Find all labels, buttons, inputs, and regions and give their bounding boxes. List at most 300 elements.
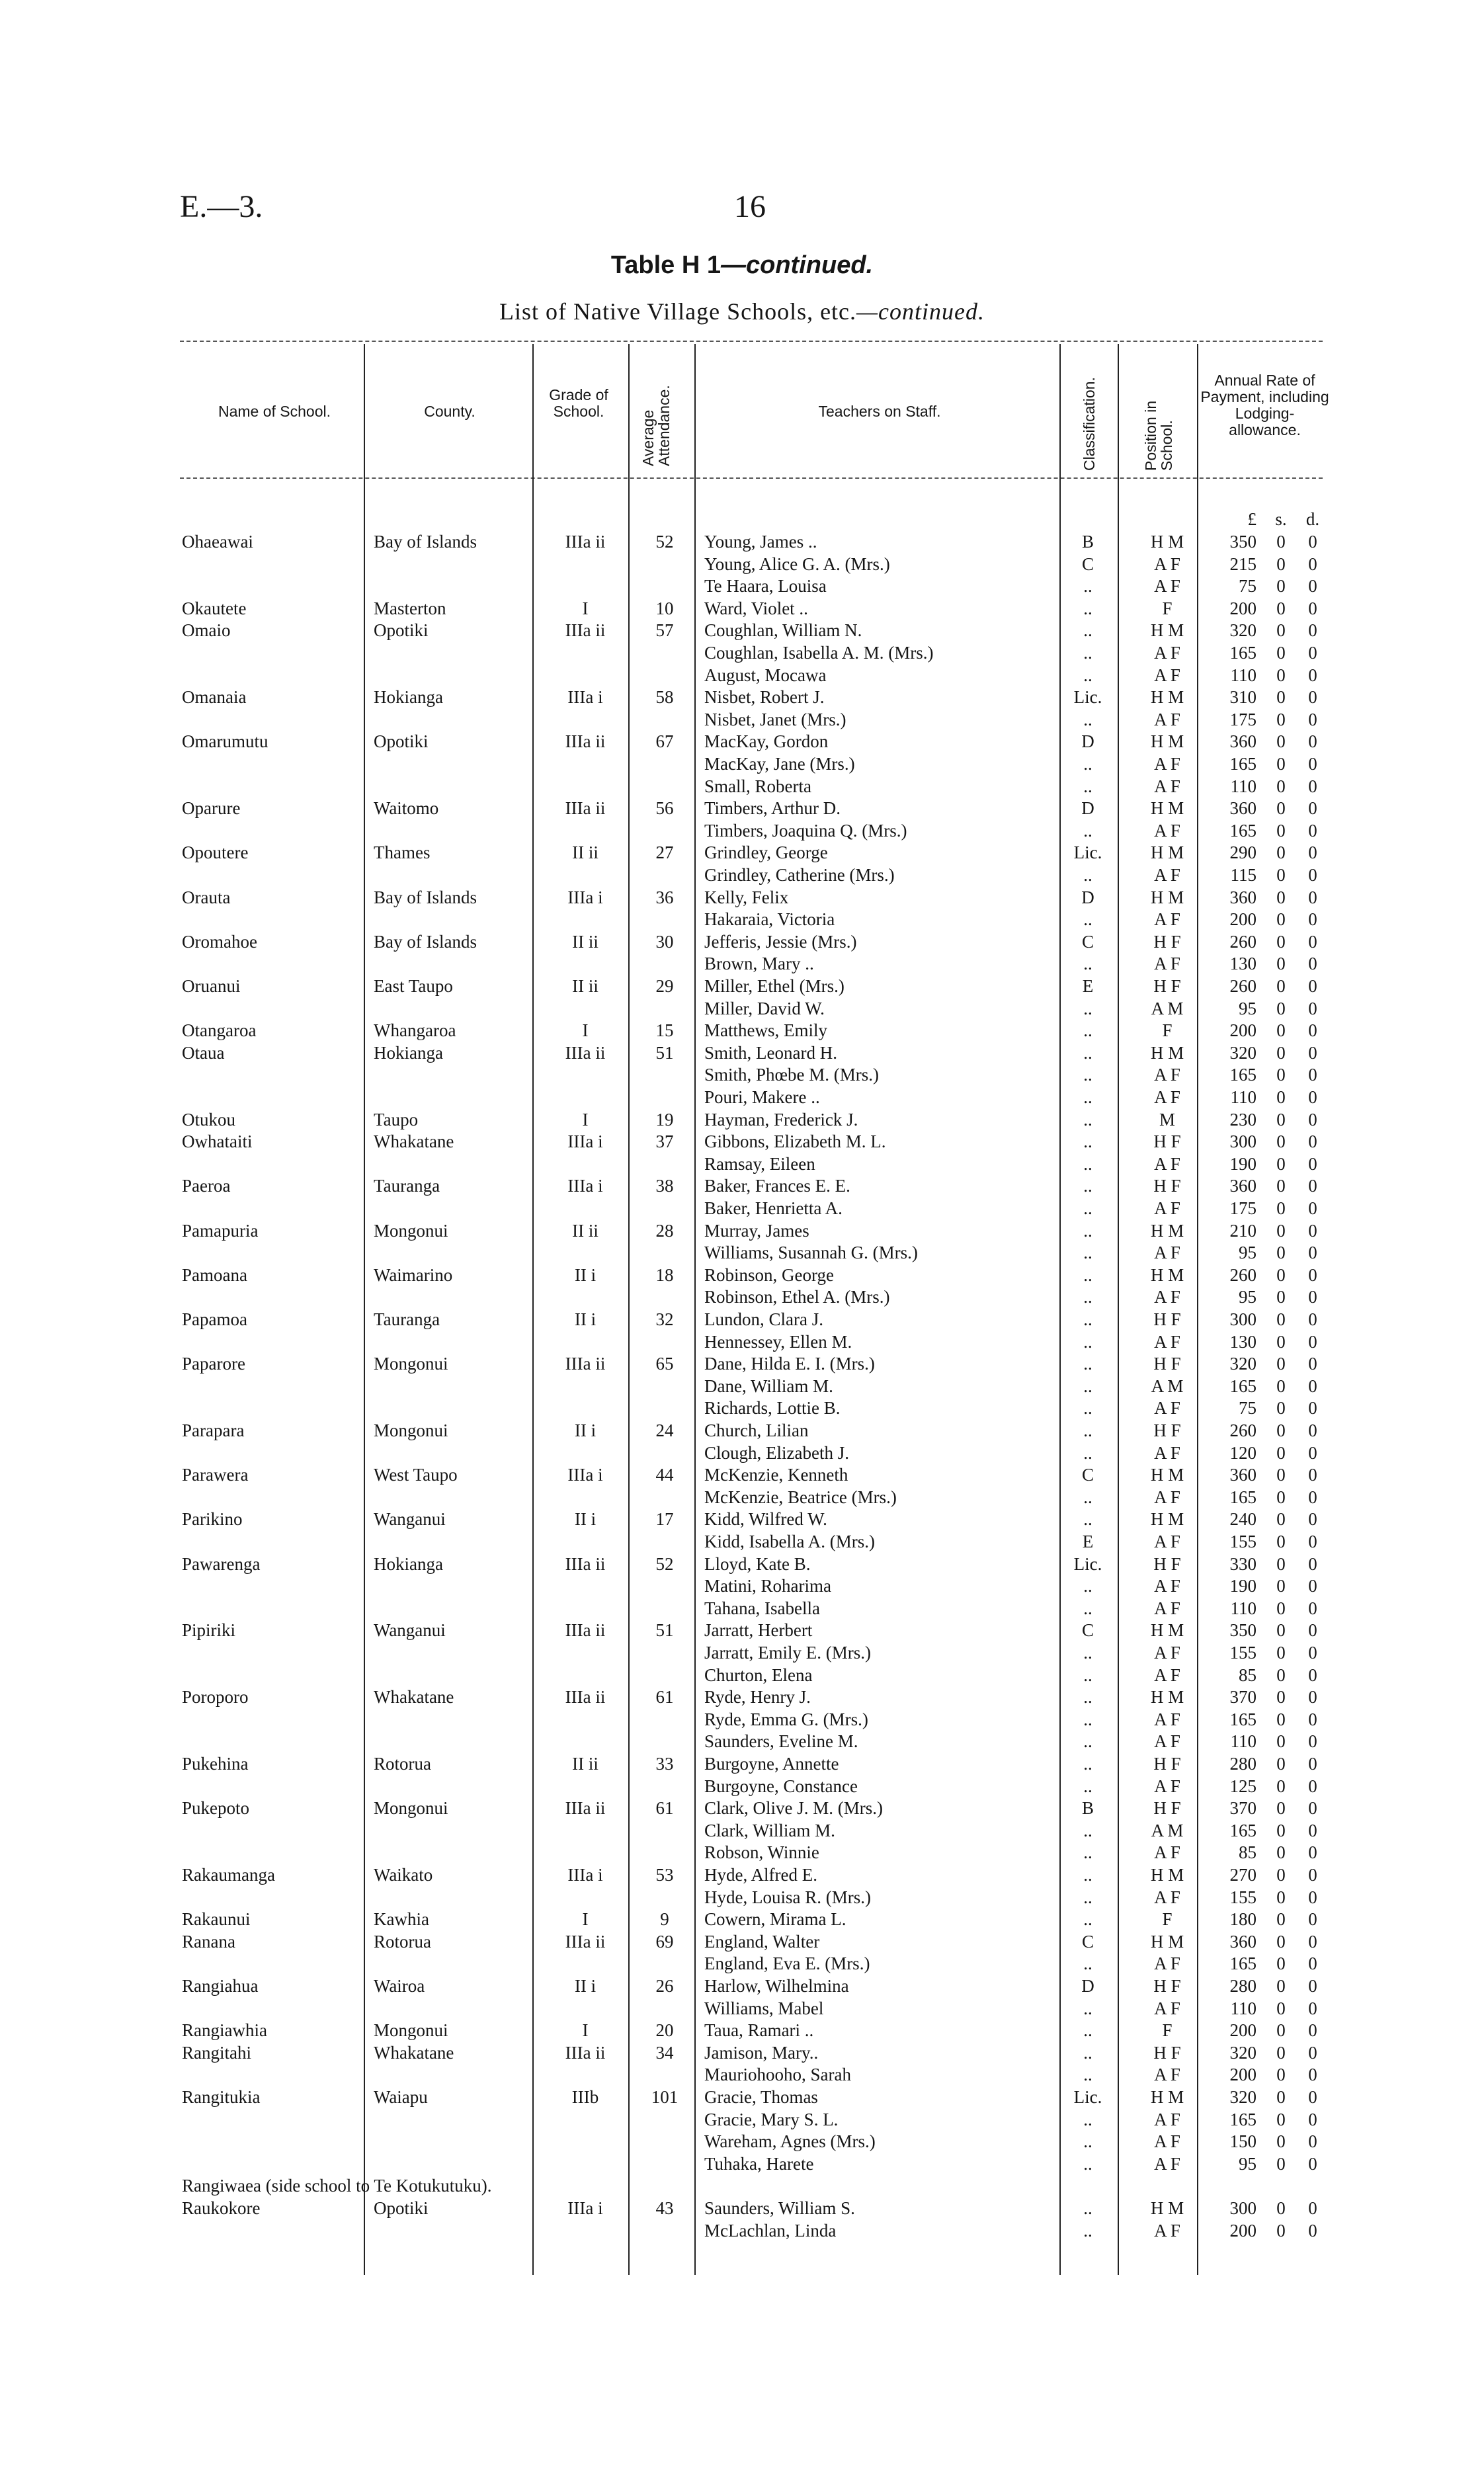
grade-of-school: II ii (572, 932, 598, 952)
grade-of-school: IIIa i (567, 2198, 603, 2218)
payment-pence: 0 (1308, 1110, 1317, 1130)
payment-shillings: 0 (1276, 2087, 1286, 2107)
classification: .. (1083, 1954, 1092, 1973)
classification: .. (1083, 1221, 1092, 1241)
teacher-name: Miller, David W. (704, 999, 825, 1018)
payment-shillings: 0 (1276, 1932, 1286, 1952)
grade-of-school: II ii (572, 1221, 598, 1241)
classification: .. (1083, 1865, 1092, 1885)
table-title-main: Table H 1 (610, 251, 721, 279)
position-in-school: H F (1153, 1309, 1181, 1329)
payment-pounds: 165 (1229, 1376, 1257, 1396)
payment-pence: 0 (1308, 932, 1317, 952)
table-row (0, 2109, 1484, 2131)
table-row (0, 2086, 1484, 2108)
classification: .. (1083, 1665, 1092, 1685)
classification: C (1081, 932, 1094, 952)
payment-pence: 0 (1308, 1887, 1317, 1907)
table-row (0, 620, 1484, 641)
position-in-school: H F (1153, 1420, 1181, 1440)
position-in-school: A F (1154, 710, 1180, 729)
school-name: Papamoa (182, 1309, 247, 1329)
classification: .. (1083, 2020, 1092, 2040)
position-in-school: A F (1154, 643, 1180, 663)
teacher-name: England, Walter (704, 1932, 820, 1952)
position-in-school: H M (1150, 798, 1184, 818)
payment-pounds: 110 (1230, 1598, 1257, 1618)
grade-of-school: IIIa ii (565, 532, 606, 552)
classification: .. (1083, 1909, 1092, 1929)
table-row (0, 1998, 1484, 2020)
payment-pounds: 110 (1230, 776, 1257, 796)
school-name: Oromahoe (182, 932, 257, 952)
position-in-school: A F (1154, 1998, 1180, 2018)
payment-pounds: 360 (1229, 731, 1257, 751)
payment-pounds: 310 (1229, 687, 1257, 707)
payment-pounds: 350 (1229, 532, 1257, 552)
classification: B (1081, 532, 1094, 552)
classification: C (1081, 1465, 1094, 1485)
grade-of-school: II i (574, 1509, 597, 1529)
position-in-school: A F (1154, 754, 1180, 774)
classification: .. (1083, 1243, 1092, 1262)
position-in-school: A F (1154, 2131, 1180, 2151)
table-row (0, 1397, 1484, 1419)
teacher-name: Nisbet, Robert J. (704, 687, 825, 707)
payment-pounds: 300 (1229, 1309, 1257, 1329)
classification: E (1082, 976, 1094, 996)
payment-pounds: 200 (1229, 2221, 1257, 2241)
payment-pounds: 320 (1229, 620, 1257, 640)
payment-shillings: 0 (1276, 1509, 1286, 1529)
position-in-school: A F (1154, 821, 1180, 841)
payment-pounds: 130 (1229, 1332, 1257, 1352)
teacher-name: Gracie, Thomas (704, 2087, 818, 2107)
average-attendance: 20 (655, 2020, 674, 2040)
payment-pence: 0 (1308, 554, 1317, 574)
school-name: Parawera (182, 1465, 249, 1485)
classification: Lic. (1073, 843, 1102, 862)
grade-of-school: II i (574, 1309, 597, 1329)
payment-pounds: 165 (1229, 1065, 1257, 1085)
table-row (0, 554, 1484, 575)
payment-shillings: 0 (1276, 620, 1286, 640)
payment-shillings: 0 (1276, 1598, 1286, 1618)
table-row (0, 1508, 1484, 1530)
payment-pence: 0 (1308, 999, 1317, 1018)
table-row (0, 731, 1484, 753)
payment-shillings: 0 (1276, 1620, 1286, 1640)
county: Hokianga (374, 1554, 443, 1574)
school-name: Owhataiti (182, 1131, 253, 1151)
classification: .. (1083, 1376, 1092, 1396)
grade-of-school: IIIb (571, 2087, 599, 2107)
table-row (0, 798, 1484, 819)
county: Mongonui (374, 1354, 448, 1374)
position-in-school: A F (1154, 1776, 1180, 1796)
payment-pounds: 175 (1229, 710, 1257, 729)
position-in-school: A F (1154, 1487, 1180, 1507)
payment-pence: 0 (1308, 620, 1317, 640)
teacher-name: Matini, Roharima (704, 1576, 831, 1596)
table-row (0, 575, 1484, 597)
school-name: Opoutere (182, 843, 249, 862)
payment-pounds: 120 (1229, 1443, 1257, 1463)
grade-of-school: IIIa ii (565, 798, 606, 818)
table-row (0, 1464, 1484, 1486)
table-row (0, 1820, 1484, 1842)
school-name: Paeroa (182, 1176, 231, 1196)
table-row (0, 1042, 1484, 1064)
table-row (0, 1353, 1484, 1375)
county: Hokianga (374, 1043, 443, 1063)
payment-shillings: 0 (1276, 1865, 1286, 1885)
average-attendance: 37 (655, 1131, 674, 1151)
teacher-name: Harlow, Wilhelmina (704, 1976, 849, 1996)
payment-pence: 0 (1308, 1532, 1317, 1551)
teacher-name: Richards, Lottie B. (704, 1398, 841, 1418)
payment-shillings: 0 (1276, 821, 1286, 841)
county: Waiapu (374, 2087, 428, 2107)
table-row (0, 1264, 1484, 1286)
payment-pence: 0 (1308, 776, 1317, 796)
classification: .. (1083, 1131, 1092, 1151)
payment-pence: 0 (1308, 1976, 1317, 1996)
payment-pence: 0 (1308, 1687, 1317, 1707)
table-row (0, 1931, 1484, 1953)
payment-shillings: 0 (1276, 1376, 1286, 1396)
payment-shillings: 0 (1276, 1110, 1286, 1130)
table-title-suffix: —continued. (721, 251, 874, 279)
teacher-name: Smith, Phœbe M. (Mrs.) (704, 1065, 880, 1085)
payment-shillings: 0 (1276, 1821, 1286, 1840)
classification: .. (1083, 1176, 1092, 1196)
payment-pounds: 110 (1230, 1731, 1257, 1751)
position-in-school: A F (1154, 1198, 1180, 1218)
teacher-name: MacKay, Jane (Mrs.) (704, 754, 855, 774)
position-in-school: F (1162, 2020, 1173, 2040)
payment-shillings: 0 (1276, 1487, 1286, 1507)
teacher-name: Robinson, George (704, 1265, 834, 1285)
classification: .. (1083, 620, 1092, 640)
average-attendance: 57 (655, 620, 674, 640)
table-row (0, 1686, 1484, 1708)
teacher-name: Dane, William M. (704, 1376, 833, 1396)
position-in-school: F (1162, 1909, 1173, 1929)
payment-shillings: 0 (1276, 1909, 1286, 1929)
table-row (0, 1887, 1484, 1909)
average-attendance: 32 (655, 1309, 674, 1329)
average-attendance: 18 (655, 1265, 674, 1285)
table-row (0, 2064, 1484, 2086)
payment-shillings: 0 (1276, 1420, 1286, 1440)
payment-pounds: 200 (1229, 598, 1257, 618)
classification: .. (1083, 1020, 1092, 1040)
payment-shillings: 0 (1276, 1709, 1286, 1729)
payment-pence: 0 (1308, 909, 1317, 929)
school-name: Pukehina (182, 1754, 249, 1774)
payment-shillings: 0 (1276, 1687, 1286, 1707)
average-attendance: 61 (655, 1687, 674, 1707)
school-name: Ohaeawai (182, 532, 253, 552)
payment-shillings: 0 (1276, 2110, 1286, 2129)
payment-shillings: 0 (1276, 1576, 1286, 1596)
grade-of-school: II i (574, 1420, 597, 1440)
position-in-school: A F (1154, 1065, 1180, 1085)
table-row (0, 998, 1484, 1020)
classification: .. (1083, 576, 1092, 596)
teacher-name: Jarratt, Herbert (704, 1620, 813, 1640)
classification: .. (1083, 2154, 1092, 2174)
table-row (0, 1087, 1484, 1108)
county: Mongonui (374, 1221, 448, 1241)
header-grade: Grade of School. (549, 386, 608, 420)
average-attendance: 17 (655, 1509, 674, 1529)
teacher-name: Gracie, Mary S. L. (704, 2110, 839, 2129)
teacher-name: Grindley, Catherine (Mrs.) (704, 865, 895, 885)
teacher-name: Saunders, William S. (704, 2198, 855, 2218)
position-in-school: A F (1154, 954, 1180, 973)
payment-pounds: 260 (1229, 976, 1257, 996)
average-attendance: 38 (655, 1176, 674, 1196)
payment-pence: 0 (1308, 2131, 1317, 2151)
payment-shillings: 0 (1276, 1731, 1286, 1751)
position-in-school: A F (1154, 1443, 1180, 1463)
teacher-name: England, Eva E. (Mrs.) (704, 1954, 870, 1973)
payment-pence: 0 (1308, 2020, 1317, 2040)
payment-pence: 0 (1308, 1221, 1317, 1241)
payment-pence: 0 (1308, 731, 1317, 751)
position-in-school: A F (1154, 1954, 1180, 1973)
teacher-name: Smith, Leonard H. (704, 1043, 837, 1063)
county: Mongonui (374, 1420, 448, 1440)
teacher-name: Robinson, Ethel A. (Mrs.) (704, 1287, 890, 1307)
school-name: Pukepoto (182, 1798, 250, 1818)
table-row (0, 975, 1484, 997)
school-name: Orauta (182, 887, 231, 907)
county: Wanganui (374, 1620, 446, 1640)
payment-shillings: 0 (1276, 776, 1286, 796)
school-name: Otangaroa (182, 1020, 257, 1040)
payment-pounds: 75 (1239, 576, 1257, 596)
classification: .. (1083, 1643, 1092, 1663)
teacher-name: Lundon, Clara J. (704, 1309, 823, 1329)
county: Bay of Islands (374, 887, 477, 907)
classification: .. (1083, 1087, 1092, 1107)
table-row (0, 1731, 1484, 1752)
classification: .. (1083, 598, 1092, 618)
payment-pence: 0 (1308, 798, 1317, 818)
teacher-name: August, Mocawa (704, 665, 827, 685)
payment-shillings: 0 (1276, 1887, 1286, 1907)
table-row (0, 531, 1484, 553)
teacher-name: Robson, Winnie (704, 1842, 819, 1862)
payment-pence: 0 (1308, 1131, 1317, 1151)
payment-pounds: 300 (1229, 2198, 1257, 2218)
table-row (0, 1776, 1484, 1797)
payment-shillings: 0 (1276, 1043, 1286, 1063)
payment-pence: 0 (1308, 821, 1317, 841)
position-in-school: A F (1154, 1087, 1180, 1107)
position-in-school: H F (1153, 1976, 1181, 1996)
table-row (0, 1442, 1484, 1464)
grade-of-school: II ii (572, 1754, 598, 1774)
classification: .. (1083, 1287, 1092, 1307)
payment-shillings: 0 (1276, 1976, 1286, 1996)
teacher-name: Nisbet, Janet (Mrs.) (704, 710, 846, 729)
position-in-school: A F (1154, 2110, 1180, 2129)
payment-shillings: 0 (1276, 2131, 1286, 2151)
position-in-school: A F (1154, 1643, 1180, 1663)
teacher-name: Hennessey, Ellen M. (704, 1332, 852, 1352)
classification: C (1081, 554, 1094, 574)
classification: .. (1083, 1687, 1092, 1707)
payment-pence: 0 (1308, 1198, 1317, 1218)
table-row (0, 598, 1484, 620)
payment-shillings: 0 (1276, 887, 1286, 907)
table-row (0, 1864, 1484, 1886)
table-row (0, 1642, 1484, 1664)
teacher-name: Small, Roberta (704, 776, 811, 796)
grade-of-school: IIIa i (567, 687, 603, 707)
grade-of-school: I (582, 598, 589, 618)
payment-pounds: 95 (1239, 1243, 1257, 1262)
table-row (0, 864, 1484, 886)
county: Bay of Islands (374, 932, 477, 952)
classification: .. (1083, 710, 1092, 729)
classification: .. (1083, 1776, 1092, 1796)
average-attendance: 52 (655, 532, 674, 552)
county: Whakatane (374, 1131, 454, 1151)
position-in-school: A F (1154, 1154, 1180, 1174)
position-in-school: H F (1153, 932, 1181, 952)
average-attendance: 56 (655, 798, 674, 818)
school-name: Omarumutu (182, 731, 268, 751)
school-name: Rakaunui (182, 1909, 251, 1929)
teacher-name: Gibbons, Elizabeth M. L. (704, 1131, 886, 1151)
payment-pence: 0 (1308, 1798, 1317, 1818)
position-in-school: H F (1153, 1798, 1181, 1818)
county: Whangaroa (374, 1020, 456, 1040)
classification: .. (1083, 821, 1092, 841)
classification: .. (1083, 1754, 1092, 1774)
position-in-school: A F (1154, 776, 1180, 796)
payment-pounds: 200 (1229, 2065, 1257, 2084)
payment-shillings: 0 (1276, 1354, 1286, 1374)
school-name: Raukokore (182, 2198, 261, 2218)
position-in-school: A M (1151, 999, 1184, 1018)
payment-pence: 0 (1308, 1154, 1317, 1174)
position-in-school: A F (1154, 1532, 1180, 1551)
payment-pence: 0 (1308, 1776, 1317, 1796)
payment-pence: 0 (1308, 1665, 1317, 1685)
teacher-name: Jefferis, Jessie (Mrs.) (704, 932, 857, 952)
table-row (0, 709, 1484, 731)
average-attendance: 26 (655, 1976, 674, 1996)
teacher-name: Ryde, Emma G. (Mrs.) (704, 1709, 868, 1729)
table-row (0, 842, 1484, 864)
table-row (0, 686, 1484, 708)
classification: .. (1083, 1887, 1092, 1907)
county: Taupo (374, 1110, 419, 1130)
table-row (0, 1309, 1484, 1331)
average-attendance: 34 (655, 2043, 674, 2063)
payment-shillings: 0 (1276, 1309, 1286, 1329)
classification: .. (1083, 2110, 1092, 2129)
teacher-name: Miller, Ethel (Mrs.) (704, 976, 845, 996)
payment-pence: 0 (1308, 1020, 1317, 1040)
classification: .. (1083, 1265, 1092, 1285)
payment-pounds: 200 (1229, 909, 1257, 929)
school-name: Rangiawhia (182, 2020, 267, 2040)
grade-of-school: IIIa ii (565, 2043, 606, 2063)
classification: .. (1083, 1998, 1092, 2018)
average-attendance: 101 (651, 2087, 679, 2107)
payment-pence: 0 (1308, 2154, 1317, 2174)
payment-shillings: 0 (1276, 2154, 1286, 2174)
position-in-school: A M (1151, 1376, 1184, 1396)
payment-shillings: 0 (1276, 1065, 1286, 1085)
payment-shillings: 0 (1276, 1465, 1286, 1485)
position-in-school: H F (1153, 976, 1181, 996)
payment-pence: 0 (1308, 1309, 1317, 1329)
county: Wairoa (374, 1976, 425, 1996)
county: East Taupo (374, 976, 453, 996)
table-row (0, 1975, 1484, 1997)
classification: .. (1083, 1821, 1092, 1840)
classification: .. (1083, 1198, 1092, 1218)
payment-pence: 0 (1308, 1909, 1317, 1929)
teacher-name: Kidd, Isabella A. (Mrs.) (704, 1532, 875, 1551)
payment-pence: 0 (1308, 1709, 1317, 1729)
county: Hokianga (374, 687, 443, 707)
payment-pounds: 320 (1229, 2087, 1257, 2107)
teacher-name: Clark, Olive J. M. (Mrs.) (704, 1798, 883, 1818)
payment-pence: 0 (1308, 1354, 1317, 1374)
payment-shillings: 0 (1276, 754, 1286, 774)
payment-pence: 0 (1308, 1998, 1317, 2018)
average-attendance: 15 (655, 1020, 674, 1040)
school-name: Pawarenga (182, 1554, 261, 1574)
classification: .. (1083, 1443, 1092, 1463)
position-in-school: A F (1154, 576, 1180, 596)
county: Waitomo (374, 798, 439, 818)
table-row (0, 820, 1484, 842)
school-name: Omaio (182, 620, 231, 640)
payment-pounds: 360 (1229, 1176, 1257, 1196)
shillings-label: s. (1275, 509, 1287, 529)
payment-pence: 0 (1308, 1065, 1317, 1085)
payment-shillings: 0 (1276, 1643, 1286, 1663)
average-attendance: 28 (655, 1221, 674, 1241)
position-in-school: F (1162, 1020, 1173, 1040)
grade-of-school: I (582, 1110, 589, 1130)
teacher-name: Hakaraia, Victoria (704, 909, 835, 929)
table-row (0, 2198, 1484, 2219)
classification: .. (1083, 1842, 1092, 1862)
teacher-name: Churton, Elena (704, 1665, 813, 1685)
payment-shillings: 0 (1276, 1087, 1286, 1107)
payment-pence: 0 (1308, 1954, 1317, 1973)
school-name: Omanaia (182, 687, 247, 707)
teacher-name: Dane, Hilda E. I. (Mrs.) (704, 1354, 875, 1374)
average-attendance: 51 (655, 1043, 674, 1063)
payment-shillings: 0 (1276, 909, 1286, 929)
header-average-attendance: Average Attendance. (639, 385, 673, 466)
teacher-name: Te Haara, Louisa (704, 576, 827, 596)
teacher-name: Ward, Violet .. (704, 598, 808, 618)
payment-pounds: 85 (1239, 1665, 1257, 1685)
